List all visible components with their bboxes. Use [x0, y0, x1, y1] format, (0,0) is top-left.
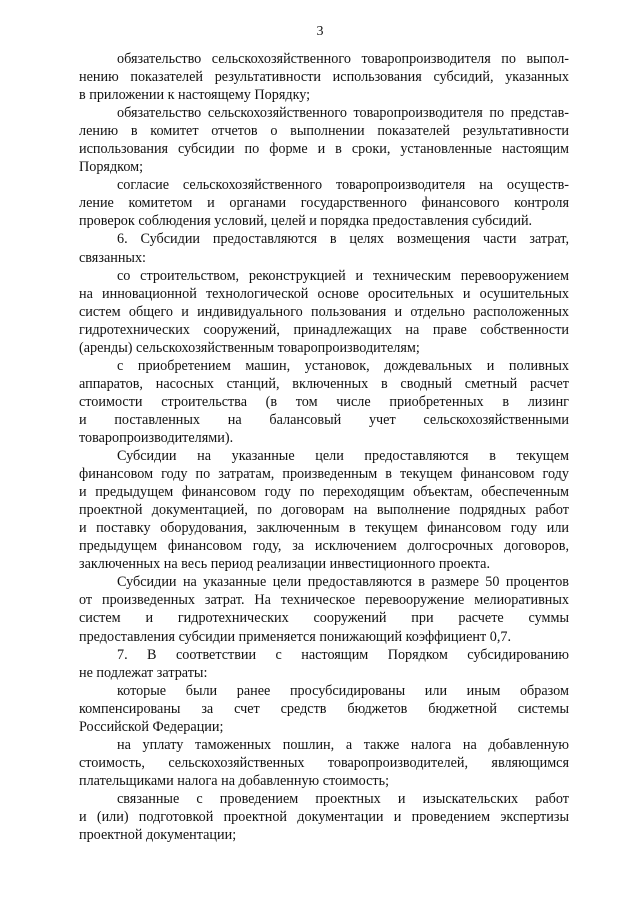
- text-line: связанных:: [79, 249, 146, 266]
- text-line: (аренды) сельскохозяйственным товаропроизводителям;: [79, 339, 420, 356]
- text-line: со строительством, реконструкцией и техническим перевооружением: [117, 267, 569, 284]
- text-line: обязательство сельскохозяйственного товаропроизводителя по представ-: [117, 105, 569, 122]
- paragraph: [79, 176, 569, 230]
- text-line: проектной документации;: [79, 827, 237, 844]
- text-line: связанные с проведением проектных и изыскательских работ: [117, 790, 569, 807]
- text-line: которые были ранее просубсидированы или иным образом: [117, 682, 569, 699]
- text-line: плательщиками налога на добавленную стоимость;: [79, 772, 390, 789]
- text-line: Российской Федерации;: [79, 718, 224, 735]
- text-line: ление комитетом и органами государственного финансового контроля: [79, 195, 569, 212]
- paragraph: [79, 357, 569, 447]
- text-line: на инновационной технологической основе оросительных и осушительных: [79, 285, 569, 302]
- text-line: Субсидии на указанные цели предоставляются в текущем: [117, 448, 569, 465]
- paragraph: [79, 50, 569, 104]
- text-line: систем общего и индивидуального пользования и отдельно расположенных: [79, 303, 569, 320]
- text-line: заключенных на весь период реализации инвестиционного проекта.: [79, 556, 491, 573]
- text-line: Порядком;: [79, 159, 144, 176]
- paragraph: [79, 573, 569, 645]
- paragraph: [79, 447, 569, 573]
- text-line: систем и гидротехнических сооружений при расчете суммы: [79, 610, 569, 627]
- text-line: и поставленных на балансовый учет сельскохозяйственными: [79, 411, 569, 428]
- text-line: с приобретением машин, установок, дождевальных и поливных: [117, 357, 569, 374]
- page-number: 3: [316, 24, 324, 39]
- text-line: и поставку оборудования, заключенным в текущем финансовом году или: [79, 520, 569, 537]
- text-line: гидротехнических сооружений, принадлежащих на праве собственности: [79, 321, 569, 338]
- text-line: 7. В соответствии с настоящим Порядком субсидированию: [117, 646, 569, 663]
- text-line: товаропроизводителями).: [79, 429, 234, 446]
- text-line: компенсированы за счет средств бюджетов бюджетной системы: [79, 700, 569, 717]
- paragraph: [79, 646, 569, 682]
- text-line: и (или) подготовкой проектной документации и проведением экспертизы: [79, 808, 569, 825]
- text-line: предыдущем финансовом году, за исключением долгосрочных договоров,: [79, 538, 569, 555]
- paragraph: [79, 230, 569, 266]
- text-line: не подлежат затраты:: [79, 664, 208, 681]
- text-line: 6. Субсидии предоставляются в целях возмещения части затрат,: [117, 231, 569, 248]
- paragraph: [79, 790, 569, 844]
- paragraph: [79, 682, 569, 736]
- text-line: проверок соблюдения условий, целей и порядка предоставления субсидий.: [79, 213, 533, 230]
- text-line: на уплату таможенных пошлин, а также налога на добавленную: [117, 736, 569, 753]
- text-line: от произведенных затрат. На техническое перевооружение мелиоративных: [79, 592, 569, 609]
- text-line: проектной документацией, по договорам на выполнение подрядных работ: [79, 502, 569, 519]
- text-line: стоимость, сельскохозяйственных товаропроизводителей, являющимся: [79, 754, 569, 771]
- text-line: лению в комитет отчетов о выполнении показателей результативности: [79, 123, 569, 140]
- paragraph: [79, 104, 569, 176]
- text-line: Субсидии на указанные цели предоставляются в размере 50 процентов: [117, 574, 569, 591]
- text-line: стоимости строительства (в том числе приобретенных в лизинг: [79, 393, 569, 410]
- text-line: обязательство сельскохозяйственного товаропроизводителя по выпол-: [117, 51, 569, 67]
- paragraph: [79, 736, 569, 790]
- text-line: аппаратов, насосных станций, включенных в сводный сметный расчет: [79, 375, 569, 392]
- paragraph: [79, 267, 569, 357]
- document-body: [79, 50, 569, 844]
- text-line: использования субсидии по форме и в сроки, установленные настоящим: [79, 141, 569, 158]
- text-line: нению показателей результативности использования субсидий, указанных: [79, 69, 569, 86]
- text-line: предоставления субсидии применяется понижающий коэффициент 0,7.: [79, 628, 512, 645]
- text-line: в приложении к настоящему Порядку;: [79, 87, 311, 104]
- text-line: финансовом году по затратам, произведенным в текущем финансовом году: [79, 466, 569, 483]
- text-line: и предыдущем финансовом году по переходящим объектам, обеспеченным: [79, 484, 569, 501]
- text-line: согласие сельскохозяйственного товаропроизводителя на осуществ-: [117, 177, 569, 194]
